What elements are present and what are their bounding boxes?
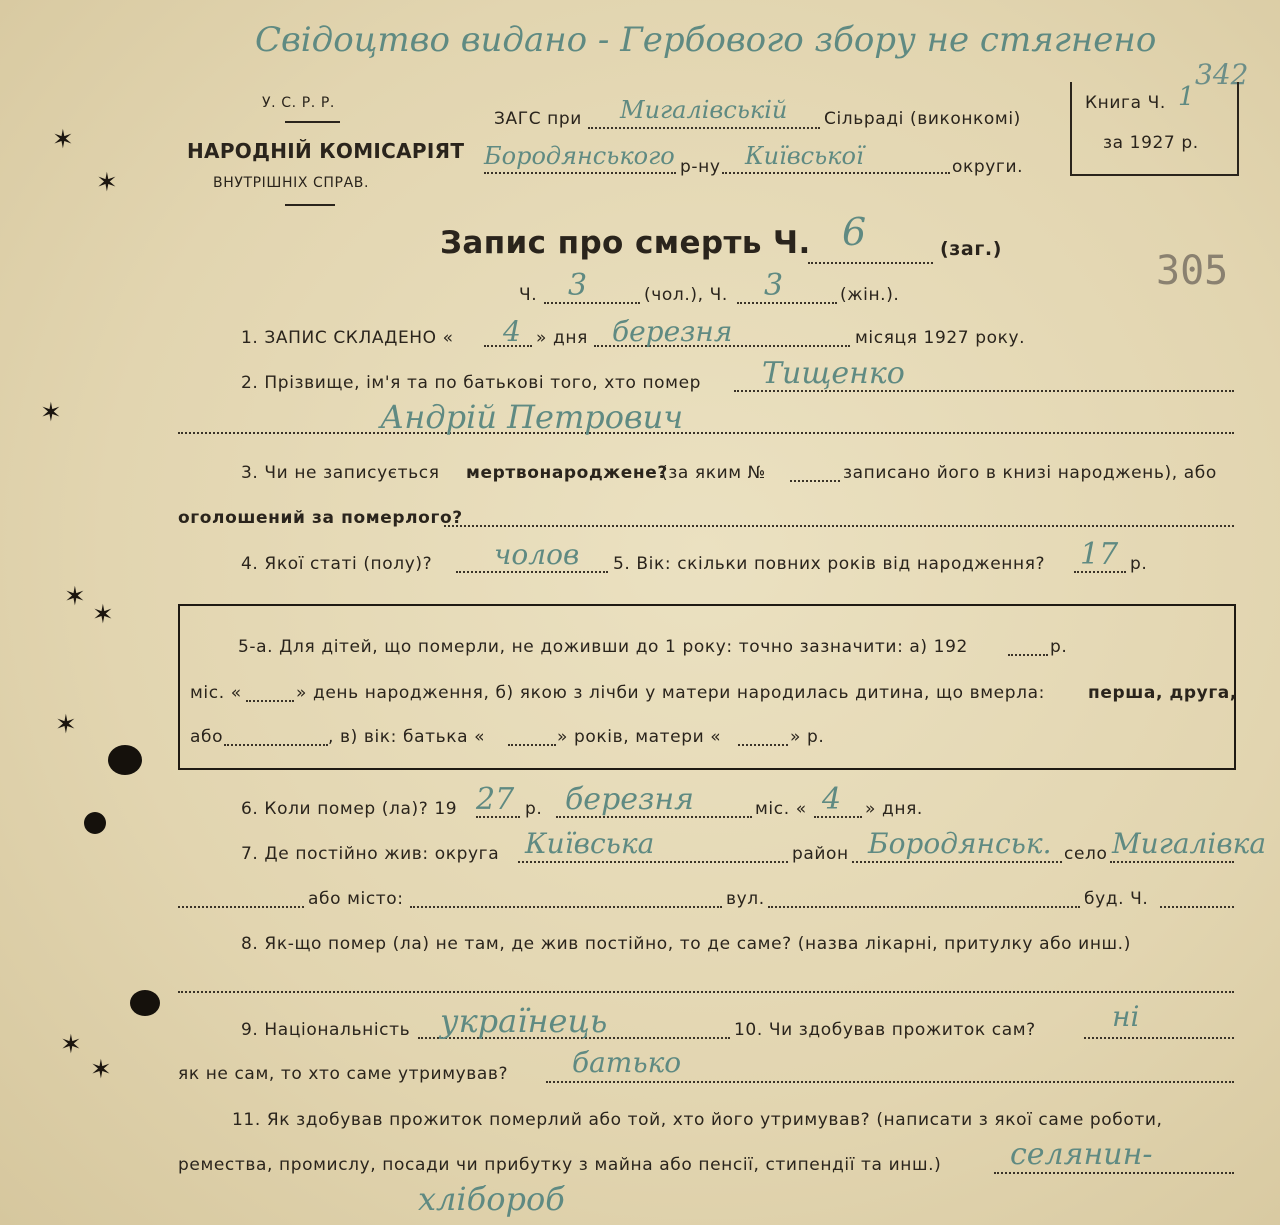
book-year: за 1927 р.: [1103, 133, 1199, 153]
item11-line2: ремества, промислу, посади чи прибутку з майна або пенсії, стипендії та инш.): [178, 1155, 942, 1175]
torn-hole-decoration: ✶: [64, 582, 86, 612]
item5a-day-line: [246, 700, 294, 702]
torn-hole-decoration: ✶: [55, 710, 77, 740]
item5a-line1: 5-а. Для дітей, що померли, не доживши до 1 року: точно зазначити: а) 192: [238, 637, 968, 657]
male-count: 3: [568, 268, 588, 303]
item11-value2: хлібороб: [418, 1180, 565, 1218]
item4-label: 4. Якої статі (полу)?: [241, 554, 433, 574]
item11-value1: селянин-: [1010, 1137, 1153, 1172]
item7-rayon-line: [852, 861, 1062, 863]
item2-names: Андрій Петрович: [380, 398, 684, 436]
item7-bud-label: буд. Ч.: [1084, 889, 1149, 909]
item10-line: [1084, 1037, 1234, 1039]
item10-line2-label: як не сам, то хто саме утримував?: [178, 1064, 509, 1084]
record-suffix: (заг.): [940, 238, 1002, 260]
item5a-line3-a: або: [190, 727, 224, 747]
item5a-birth-order: перша, друга,: [1088, 683, 1237, 703]
item5-label: 5. Вік: скільки повних років від народження?: [613, 554, 1046, 574]
item5a-line2-a: міс. «: [190, 683, 242, 703]
item7-selo-line: [1110, 861, 1234, 863]
item5a-mother-age-line: [738, 744, 788, 746]
item9-label: 9. Національність: [241, 1020, 411, 1040]
okrug-value: Київської: [745, 142, 864, 170]
item6-year: 27: [476, 782, 515, 817]
item7-misto-label: або місто:: [308, 889, 404, 909]
item3-part-c: записано його в книзі народжень), або: [843, 463, 1217, 483]
female-label: (жін.).: [840, 285, 900, 305]
punch-hole: [108, 745, 142, 775]
commissariat-label: НАРОДНІЙ КОМІСАРІЯТ: [187, 139, 465, 163]
item1-day: 4: [503, 315, 521, 348]
item7-bud-line: [1160, 906, 1234, 908]
item6-suffix: » дня.: [865, 799, 923, 819]
department-label: ВНУТРІШНІХ СПРАВ.: [213, 175, 370, 191]
item2-names-line: [178, 432, 1234, 434]
item7-vul-line: [768, 906, 1080, 908]
item3-number-line: [790, 480, 840, 482]
item6-month: березня: [565, 782, 695, 817]
okrug-field-line: [722, 172, 950, 174]
item10-line2-line: [546, 1081, 1234, 1083]
item5a-line3-c: » років, матери «: [557, 727, 722, 747]
district-label: р-ну: [680, 157, 721, 177]
punch-hole: [130, 990, 160, 1016]
item6-label: 6. Коли помер (ла)? 19: [241, 799, 458, 819]
item7-blank-line: [178, 906, 304, 908]
item8-label: 8. Як-що помер (ла) не там, де жив постійно, то де саме? (назва лікарні, притулку або инш.): [241, 934, 1131, 954]
item1-month: березня: [612, 315, 733, 348]
item6-mis: міс. «: [755, 799, 807, 819]
item5a-line3-b: , в) вік: батька «: [328, 727, 486, 747]
item7-selo-label: село: [1064, 844, 1108, 864]
item10-line2-value: батько: [572, 1046, 682, 1079]
item10-label: 10. Чи здобував прожиток сам?: [734, 1020, 1036, 1040]
item5a-order-line: [224, 744, 328, 746]
item7-vul-label: вул.: [726, 889, 765, 909]
record-title: Запис про смерть Ч.: [440, 225, 811, 261]
record-number-line: [808, 262, 933, 264]
council-label: Сільраді (виконкомі): [824, 109, 1021, 129]
torn-hole-decoration: ✶: [96, 168, 118, 198]
item5a-line3-d: » р.: [790, 727, 825, 747]
item8-line: [178, 991, 1234, 993]
item5a-line1-end: р.: [1050, 637, 1068, 657]
item1-prefix: 1. ЗАПИС СКЛАДЕНО «: [241, 328, 454, 348]
item3-stillborn: мертвонароджене?: [466, 463, 668, 483]
top-handwritten-note: Свідоцтво видано - Гербового збору не стягнено: [255, 20, 1157, 60]
item3-declared-line: [444, 525, 1234, 527]
male-label: (чол.), Ч.: [644, 285, 728, 305]
item10-value: ні: [1112, 1000, 1140, 1033]
ussr-label: У. С. Р. Р.: [262, 95, 335, 111]
record-number: 6: [842, 210, 867, 254]
zags-field-line: [588, 127, 820, 129]
item7-rayon: Бородянськ.: [868, 827, 1052, 860]
torn-hole-decoration: ✶: [40, 398, 62, 428]
item7-misto-line: [410, 906, 722, 908]
item4-value: чолов: [494, 538, 580, 571]
stamp-number: 305: [1156, 248, 1229, 294]
item7-label: 7. Де постійно жив: округа: [241, 844, 500, 864]
item3-part-a: 3. Чи не записується: [241, 463, 440, 483]
female-count: 3: [764, 268, 784, 303]
zags-value: Мигалівській: [620, 96, 788, 124]
torn-hole-decoration: ✶: [92, 600, 114, 630]
district-field-line: [484, 172, 676, 174]
book-value: 1: [1178, 82, 1195, 112]
item5-suffix: р.: [1130, 554, 1148, 574]
book-label: Книга Ч.: [1085, 93, 1166, 113]
item5a-year-line: [1008, 654, 1048, 656]
district-value: Бородянського: [484, 142, 675, 170]
item4-line: [456, 571, 608, 573]
item2-surname: Тищенко: [762, 356, 905, 391]
torn-hole-decoration: ✶: [52, 125, 74, 155]
item6-day: 4: [822, 782, 842, 817]
item7-okrug: Київська: [525, 827, 655, 860]
zags-label: ЗАГС при: [494, 109, 582, 129]
torn-hole-decoration: ✶: [90, 1055, 112, 1085]
header-divider: [285, 204, 335, 206]
item1-suffix: місяця 1927 року.: [855, 328, 1026, 348]
item1-mid: » дня: [536, 328, 588, 348]
item6-r: р.: [525, 799, 543, 819]
item9-value: українець: [440, 1002, 608, 1040]
torn-hole-decoration: ✶: [60, 1030, 82, 1060]
item3-declared-dead: оголошений за померлого?: [178, 508, 463, 528]
item7-selo: Мигалівка: [1112, 827, 1267, 860]
okrug-label: округи.: [952, 157, 1024, 177]
item11-line1: 11. Як здобував прожиток померлий або той, хто його утримував? (написати з якої саме роботи,: [232, 1110, 1163, 1130]
item2-label: 2. Прізвище, ім'я та по батькові того, хто помер: [241, 373, 702, 393]
item5a-father-age-line: [508, 744, 556, 746]
punch-hole: [84, 812, 106, 834]
item5-value: 17: [1080, 537, 1119, 572]
item11-value-line: [994, 1172, 1234, 1174]
corner-number: 342: [1195, 58, 1249, 91]
subtitle-label: Ч.: [519, 285, 538, 305]
item7-okrug-line: [518, 861, 788, 863]
item3-part-b: (за яким №: [661, 463, 766, 483]
female-count-line: [737, 302, 837, 304]
item7-rayon-label: район: [792, 844, 849, 864]
male-count-line: [544, 302, 640, 304]
item5a-line2-b: » день народження, б) якою з лічби у матери народилась дитина, що вмерла:: [296, 683, 1045, 703]
header-divider: [285, 121, 340, 123]
